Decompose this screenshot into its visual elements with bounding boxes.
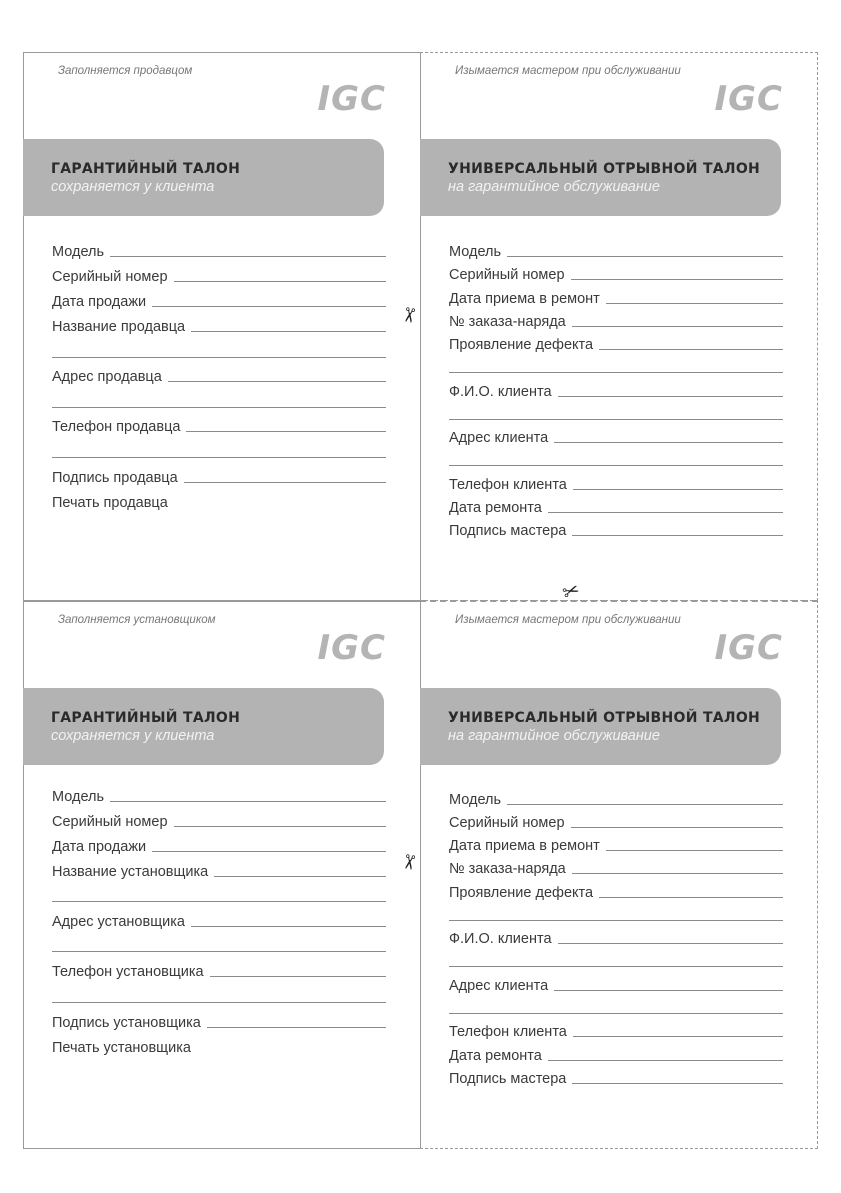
field-label: Дата продажи xyxy=(52,294,147,310)
fill-line xyxy=(449,920,783,921)
card-title: УНИВЕРСАЛЬНЫЙ ОТРЫВНОЙ ТАЛОН xyxy=(448,161,761,177)
field-label: Подпись продавца xyxy=(52,470,178,486)
field-label: Название продавца xyxy=(52,319,186,335)
field-client-address[interactable] xyxy=(449,426,783,446)
igc-logo: IGC xyxy=(714,628,783,668)
fill-line xyxy=(507,255,783,257)
fill-line xyxy=(571,826,783,828)
field-sale-date[interactable] xyxy=(52,290,386,310)
field-label: Адрес установщика xyxy=(52,914,185,930)
field-label: Название установщика xyxy=(52,864,209,880)
fill-line xyxy=(184,481,386,483)
fill-line xyxy=(548,1059,783,1061)
fill-line xyxy=(548,511,783,513)
fill-line xyxy=(449,419,783,420)
card-caption: Изымается мастером при обслуживании xyxy=(455,65,681,77)
field-serial[interactable] xyxy=(449,811,783,831)
field-seller-signature[interactable] xyxy=(52,466,386,486)
fill-line xyxy=(572,1082,783,1084)
fill-line xyxy=(168,380,386,382)
fill-line xyxy=(572,872,783,874)
fill-line xyxy=(449,1013,783,1014)
field-label: Модель xyxy=(52,789,105,805)
field-label: Телефон клиента xyxy=(449,477,567,493)
field-label: Серийный номер xyxy=(52,814,168,830)
tearoff-card-service xyxy=(420,52,818,601)
field-label: Подпись установщика xyxy=(52,1015,201,1031)
fill-line xyxy=(52,457,386,458)
fill-line xyxy=(571,278,783,280)
fill-line xyxy=(558,395,783,397)
field-model[interactable] xyxy=(449,240,783,260)
field-label: Серийный номер xyxy=(449,815,565,831)
field-label: Дата приема в ремонт xyxy=(449,291,600,307)
field-label: Телефон клиента xyxy=(449,1024,567,1040)
field-installer-stamp xyxy=(52,1036,386,1056)
field-seller-name[interactable] xyxy=(52,315,386,335)
field-label: Адрес клиента xyxy=(449,430,549,446)
fill-line xyxy=(52,951,386,952)
card-title: ГАРАНТИЙНЫЙ ТАЛОН xyxy=(51,161,241,177)
card-title: ГАРАНТИЙНЫЙ ТАЛОН xyxy=(51,710,241,726)
field-serial[interactable] xyxy=(52,265,386,285)
field-model[interactable] xyxy=(449,788,783,808)
field-defect[interactable] xyxy=(449,333,783,353)
field-label: Печать установщика xyxy=(52,1040,191,1056)
field-installer-name[interactable] xyxy=(52,860,386,880)
tearoff-card-service xyxy=(420,600,818,1149)
field-label: № заказа-наряда xyxy=(449,314,566,330)
field-label: Подпись мастера xyxy=(449,523,567,539)
fill-line xyxy=(52,1002,386,1003)
field-seller-phone[interactable] xyxy=(52,415,386,435)
field-label: Дата ремонта xyxy=(449,1048,542,1064)
card-caption: Изымается мастером при обслуживании xyxy=(455,614,681,626)
field-label: Дата продажи xyxy=(52,839,147,855)
scissors-icon: ✂ xyxy=(396,851,421,873)
field-label: Подпись мастера xyxy=(449,1071,567,1087)
field-installer-phone[interactable] xyxy=(52,960,386,980)
field-repair-intake-date[interactable] xyxy=(449,287,783,307)
fill-line xyxy=(174,825,386,827)
field-label: Адрес продавца xyxy=(52,369,162,385)
fill-line xyxy=(174,280,386,282)
fill-line xyxy=(52,357,386,358)
field-label: Телефон продавца xyxy=(52,419,181,435)
field-label: Ф.И.О. клиента xyxy=(449,384,552,400)
field-label: Ф.И.О. клиента xyxy=(449,931,552,947)
fill-line xyxy=(507,803,783,805)
field-seller-stamp xyxy=(52,491,386,511)
field-label: Модель xyxy=(449,244,502,260)
fill-line xyxy=(207,1026,386,1028)
igc-logo: IGC xyxy=(317,79,386,119)
field-sale-date[interactable] xyxy=(52,835,386,855)
fill-line xyxy=(606,849,783,851)
fill-line xyxy=(573,488,783,490)
fill-line xyxy=(52,901,386,902)
warranty-card-installer xyxy=(23,600,421,1149)
card-subtitle: на гарантийное обслуживание xyxy=(448,728,660,744)
fill-line xyxy=(152,305,386,307)
card-banner xyxy=(420,688,781,765)
scissors-icon: ✂ xyxy=(559,578,584,606)
field-label: Модель xyxy=(52,244,105,260)
field-order-number[interactable] xyxy=(449,857,783,877)
fill-line xyxy=(191,330,386,332)
field-seller-address[interactable] xyxy=(52,365,386,385)
fill-line xyxy=(558,942,783,944)
fill-line xyxy=(191,925,386,927)
card-title: УНИВЕРСАЛЬНЫЙ ОТРЫВНОЙ ТАЛОН xyxy=(448,710,761,726)
field-label: Дата приема в ремонт xyxy=(449,838,600,854)
fill-line xyxy=(554,989,783,991)
field-repair-intake-date[interactable] xyxy=(449,834,783,854)
field-defect[interactable] xyxy=(449,881,783,901)
field-repair-date[interactable] xyxy=(449,496,783,516)
card-caption: Заполняется продавцом xyxy=(58,65,193,77)
field-master-signature[interactable] xyxy=(449,1067,783,1087)
fill-line xyxy=(606,302,783,304)
field-client-phone[interactable] xyxy=(449,473,783,493)
card-subtitle: сохраняется у клиента xyxy=(51,728,215,744)
field-label: № заказа-наряда xyxy=(449,861,566,877)
fill-line xyxy=(214,875,386,877)
field-installer-signature[interactable] xyxy=(52,1011,386,1031)
field-client-name[interactable] xyxy=(449,927,783,947)
field-label: Серийный номер xyxy=(52,269,168,285)
field-label: Телефон установщика xyxy=(52,964,204,980)
scissors-icon: ✂ xyxy=(396,304,421,326)
field-label: Адрес клиента xyxy=(449,978,549,994)
fill-line xyxy=(210,975,386,977)
warranty-card-seller xyxy=(23,52,421,601)
field-master-signature[interactable] xyxy=(449,519,783,539)
field-label: Модель xyxy=(449,792,502,808)
field-client-address[interactable] xyxy=(449,974,783,994)
field-client-phone[interactable] xyxy=(449,1020,783,1040)
fill-line xyxy=(573,1035,783,1037)
field-label: Дата ремонта xyxy=(449,500,542,516)
field-label: Серийный номер xyxy=(449,267,565,283)
field-serial[interactable] xyxy=(449,263,783,283)
fill-line xyxy=(449,372,783,373)
field-order-number[interactable] xyxy=(449,310,783,330)
card-banner xyxy=(23,139,384,216)
field-label: Печать продавца xyxy=(52,495,168,511)
igc-logo: IGC xyxy=(714,79,783,119)
fill-line xyxy=(110,255,386,257)
fill-line xyxy=(52,407,386,408)
card-banner xyxy=(420,139,781,216)
field-model[interactable] xyxy=(52,785,386,805)
fill-line xyxy=(110,800,386,802)
igc-logo: IGC xyxy=(317,628,386,668)
field-model[interactable] xyxy=(52,240,386,260)
fill-line xyxy=(554,441,783,443)
fill-line xyxy=(599,896,783,898)
field-serial[interactable] xyxy=(52,810,386,830)
fill-line xyxy=(572,325,783,327)
field-repair-date[interactable] xyxy=(449,1044,783,1064)
field-label: Проявление дефекта xyxy=(449,337,594,353)
fill-line xyxy=(152,850,386,852)
card-subtitle: сохраняется у клиента xyxy=(51,179,215,195)
card-banner xyxy=(23,688,384,765)
card-caption: Заполняется установщиком xyxy=(58,614,216,626)
fill-line xyxy=(449,465,783,466)
fill-line xyxy=(572,534,783,536)
card-subtitle: на гарантийное обслуживание xyxy=(448,179,660,195)
fill-line xyxy=(599,348,783,350)
field-installer-address[interactable] xyxy=(52,910,386,930)
field-label: Проявление дефекта xyxy=(449,885,594,901)
field-client-name[interactable] xyxy=(449,380,783,400)
fill-line xyxy=(186,430,386,432)
fill-line xyxy=(449,966,783,967)
